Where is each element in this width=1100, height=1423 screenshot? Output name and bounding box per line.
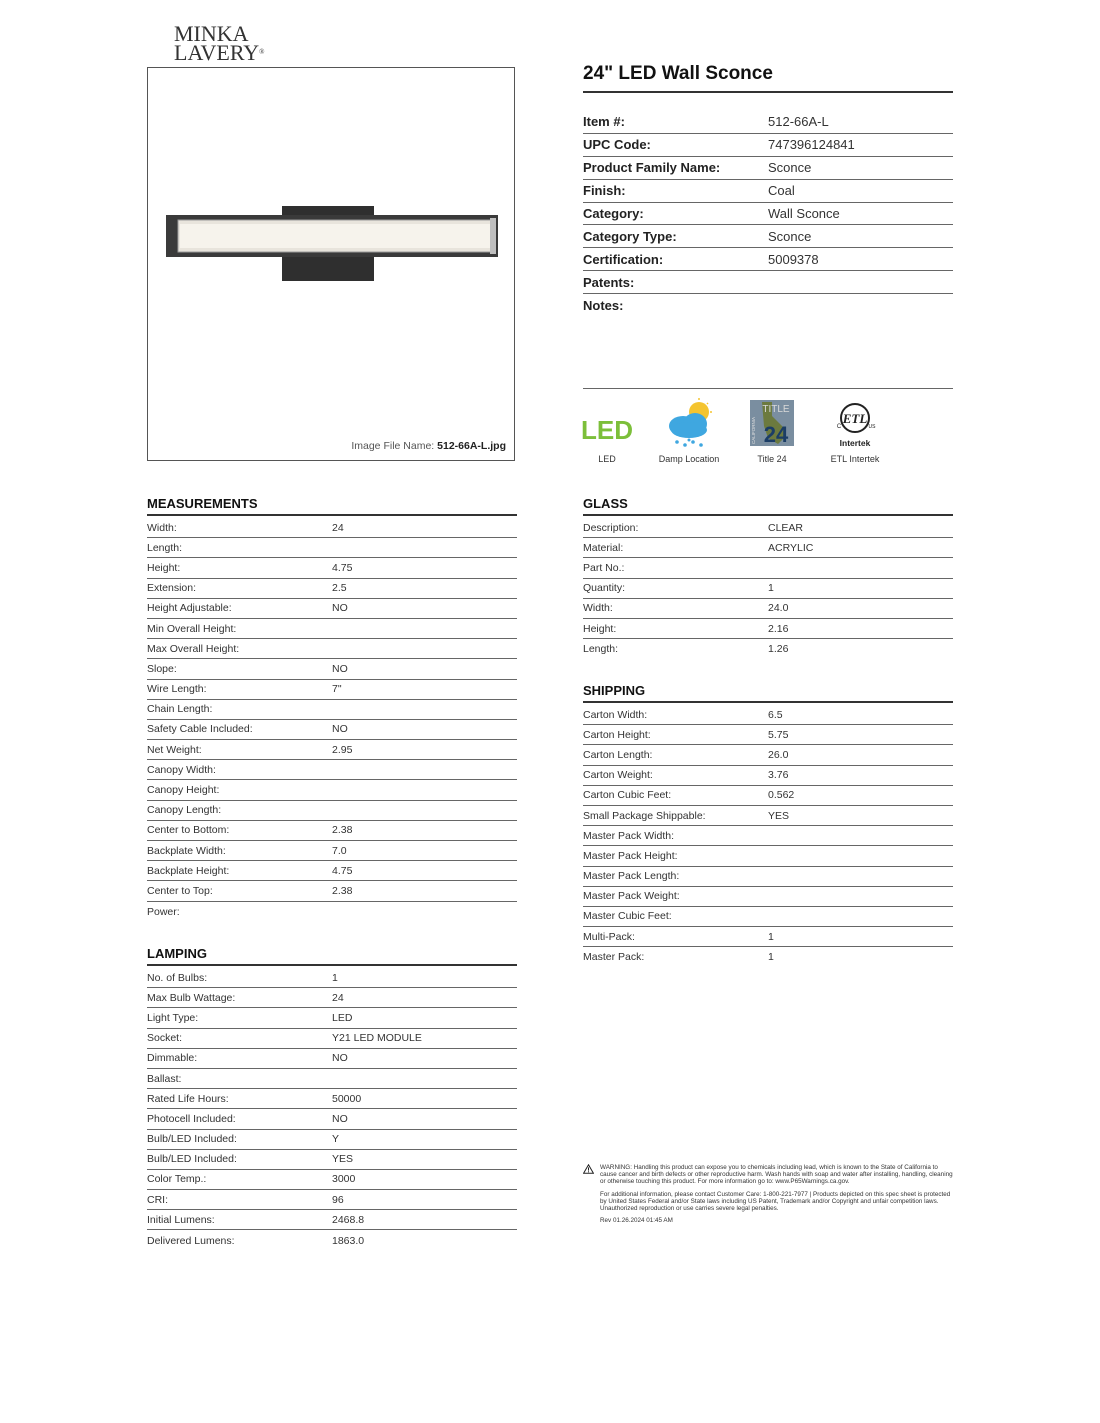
table-row — [583, 725, 953, 745]
row-value: 24 — [332, 991, 344, 1004]
row-label: Small Package Shippable: — [583, 809, 706, 822]
badge-damp — [649, 398, 729, 464]
row-label: Width: — [147, 521, 177, 534]
row-value: 7" — [332, 683, 342, 696]
table-row — [147, 700, 517, 720]
info-value: Wall Sconce — [768, 206, 840, 221]
info-label: Category Type: — [583, 228, 677, 244]
row-value: 7.0 — [332, 844, 347, 857]
row-value: 96 — [332, 1193, 344, 1206]
row-label: Quantity: — [583, 582, 626, 595]
table-row — [147, 599, 517, 619]
info-value: Sconce — [768, 228, 812, 244]
etl-c-mark: C — [836, 424, 842, 430]
table-row — [147, 639, 517, 659]
image-caption-label: Image File Name: — [351, 440, 435, 452]
info-label: Certification: — [583, 251, 664, 267]
measurements-section — [147, 496, 517, 922]
row-value: YES — [332, 1153, 354, 1166]
table-row — [147, 1190, 517, 1210]
row-label: Material: — [583, 541, 624, 554]
info-value: 5009378 — [768, 251, 819, 267]
info-row-family — [583, 157, 953, 180]
product-image — [148, 68, 514, 460]
lamping-heading: LAMPING — [147, 946, 517, 966]
info-value: Sconce — [768, 160, 812, 176]
feature-badges — [583, 398, 903, 468]
row-label: Master Pack Height: — [583, 849, 678, 862]
table-row — [147, 659, 517, 679]
table-row — [147, 881, 517, 901]
row-label: Min Overall Height: — [147, 622, 237, 635]
table-row — [147, 821, 517, 841]
title-24-number: 24 — [763, 422, 789, 447]
row-value: 3000 — [332, 1173, 356, 1186]
row-label: Height Adjustable: — [147, 602, 232, 615]
row-value: 2468.8 — [332, 1213, 365, 1226]
row-value: CLEAR — [768, 521, 804, 534]
row-value: Y21 LED MODULE — [332, 1032, 422, 1045]
table-row — [583, 786, 953, 806]
row-value: 50000 — [332, 1092, 362, 1105]
row-label: Master Pack Weight: — [583, 890, 680, 903]
shipping-section — [583, 683, 953, 967]
badge-caption: Damp Location — [658, 454, 720, 464]
led-text-icon — [567, 398, 647, 450]
row-value: NO — [332, 602, 348, 615]
registered-mark: ® — [259, 48, 265, 56]
led-icon-text: LED — [581, 415, 633, 445]
badge-led — [567, 398, 647, 464]
row-label: Master Pack Length: — [583, 870, 680, 883]
row-value: 1 — [332, 971, 338, 984]
info-label: Notes: — [583, 298, 624, 314]
row-value: 1 — [768, 951, 774, 964]
info-label: Category: — [583, 206, 644, 221]
row-value: LED — [332, 1011, 353, 1024]
row-value: 0.562 — [768, 789, 795, 802]
brand-line-1: MINKA — [174, 21, 249, 46]
table-row — [147, 1089, 517, 1109]
row-label: Extension: — [147, 582, 197, 595]
legal-footer — [583, 1164, 953, 1224]
info-row-category-type — [583, 225, 953, 248]
table-row — [583, 846, 953, 866]
table-row — [147, 1029, 517, 1049]
warning-text: WARNING: Handling this product can expose you to chemicals including lead, which is known to the State of California to cause cancer and birth defects or other reproductive harm. Wash hands with soap and water after installing, handling, cleaning or otherwise touching this product. For more information go to: www.P65Warnings.ca.gov. — [600, 1164, 953, 1186]
shipping-heading: SHIPPING — [583, 683, 953, 703]
row-label: Center to Top: — [147, 884, 213, 897]
title-24-side-text: CALIFORNIA — [751, 416, 756, 444]
table-row — [583, 826, 953, 846]
table-row — [583, 887, 953, 907]
info-value: 512-66A-L — [768, 114, 829, 130]
info-row-patents — [583, 271, 953, 294]
row-value: ACRYLIC — [768, 541, 814, 554]
row-label: Carton Length: — [583, 748, 653, 761]
table-row — [147, 801, 517, 821]
info-row-item — [583, 111, 953, 134]
row-label: Wire Length: — [147, 683, 207, 696]
info-label: Item #: — [583, 114, 625, 130]
row-label: Canopy Height: — [147, 784, 220, 797]
glass-rows — [583, 518, 953, 659]
row-value: 5.75 — [768, 728, 789, 741]
table-row — [147, 579, 517, 599]
etl-logo-text: ETL — [842, 411, 868, 426]
row-value: 1 — [768, 582, 774, 595]
lamping-rows — [147, 968, 517, 1251]
badge-caption: LED — [598, 454, 616, 464]
badge-caption: ETL Intertek — [830, 454, 880, 464]
product-title: 24" LED Wall Sconce — [583, 63, 953, 93]
row-value: 26.0 — [768, 748, 789, 761]
brand-line-2 — [174, 40, 284, 65]
row-label: Carton Height: — [583, 728, 651, 741]
etl-brand-text: Intertek — [839, 438, 871, 448]
row-label: Canopy Width: — [147, 763, 216, 776]
info-label: Finish: — [583, 183, 626, 199]
table-row — [147, 538, 517, 558]
row-label: Description: — [583, 521, 639, 534]
title-24-california-icon — [732, 398, 812, 450]
table-row — [147, 1170, 517, 1190]
image-file-name: 512-66A-L.jpg — [437, 440, 506, 452]
shipping-rows — [583, 705, 953, 967]
row-value: NO — [332, 723, 348, 736]
table-row — [147, 558, 517, 578]
row-label: Width: — [583, 602, 613, 615]
table-row — [147, 1008, 517, 1028]
row-label: Backplate Width: — [147, 844, 226, 857]
table-row — [147, 760, 517, 780]
row-label: Master Pack Width: — [583, 829, 675, 842]
row-value: NO — [332, 1112, 348, 1125]
row-label: Carton Weight: — [583, 769, 653, 782]
row-value: 1 — [768, 930, 774, 943]
table-row — [583, 599, 953, 619]
info-value: 747396124841 — [768, 137, 855, 153]
row-value: 2.38 — [332, 824, 353, 837]
table-row — [583, 579, 953, 599]
row-label: Length: — [583, 643, 619, 656]
row-label: Canopy Length: — [147, 804, 222, 817]
table-row — [147, 841, 517, 861]
row-label: Max Overall Height: — [147, 642, 240, 655]
table-row — [147, 780, 517, 800]
table-row — [147, 1049, 517, 1069]
glass-heading: GLASS — [583, 496, 953, 516]
table-row — [583, 619, 953, 639]
revision-text: Rev 01.26.2024 01:45 AM — [600, 1217, 673, 1225]
row-label: Socket: — [147, 1032, 183, 1045]
info-row-category — [583, 203, 953, 226]
row-value: 1863.0 — [332, 1234, 365, 1247]
table-row — [147, 720, 517, 740]
etl-listed-icon — [815, 398, 895, 450]
row-value: 3.76 — [768, 769, 789, 782]
row-label: Slope: — [147, 662, 177, 675]
row-label: Power: — [147, 905, 180, 918]
warning-triangle-icon — [583, 1164, 594, 1174]
row-label: Max Bulb Wattage: — [147, 991, 236, 1004]
notes-divider — [583, 388, 953, 389]
table-row — [147, 1230, 517, 1250]
table-row — [147, 1150, 517, 1170]
table-row — [147, 680, 517, 700]
row-label: Bulb/LED Included: — [147, 1153, 237, 1166]
glass-section — [583, 496, 953, 659]
info-label: UPC Code: — [583, 137, 651, 153]
row-value: 2.38 — [332, 884, 353, 897]
table-row — [147, 619, 517, 639]
row-label: Ballast: — [147, 1072, 182, 1085]
table-row — [147, 518, 517, 538]
table-row — [583, 947, 953, 967]
row-label: CRI: — [147, 1193, 168, 1206]
row-label: Master Pack: — [583, 951, 645, 964]
row-label: Part No.: — [583, 561, 625, 574]
row-label: Delivered Lumens: — [147, 1234, 235, 1247]
row-value: 2.16 — [768, 622, 789, 635]
badge-etl — [815, 398, 895, 464]
brand-logo — [174, 21, 284, 65]
table-row — [583, 745, 953, 765]
row-label: Bulb/LED Included: — [147, 1133, 237, 1146]
row-label: Chain Length: — [147, 703, 213, 716]
title-24-top-text: TITLE — [762, 404, 790, 415]
badge-title-24 — [732, 398, 812, 464]
measurements-rows — [147, 518, 517, 922]
row-label: Carton Width: — [583, 708, 648, 721]
table-row — [583, 766, 953, 786]
row-label: No. of Bulbs: — [147, 971, 208, 984]
fixture-glow — [180, 224, 490, 248]
table-row — [583, 639, 953, 659]
info-value: Coal — [768, 183, 795, 199]
table-row — [147, 988, 517, 1008]
row-value: 24.0 — [768, 602, 789, 615]
table-row — [147, 902, 517, 922]
lamping-section — [147, 946, 517, 1251]
row-label: Safety Cable Included: — [147, 723, 253, 736]
measurements-heading: MEASUREMENTS — [147, 496, 517, 516]
table-row — [147, 1130, 517, 1150]
row-label: Initial Lumens: — [147, 1213, 215, 1226]
damp-cloud-icon — [649, 398, 729, 450]
table-row — [147, 1069, 517, 1089]
row-value: NO — [332, 1052, 348, 1065]
table-row — [147, 740, 517, 760]
row-label: Photocell Included: — [147, 1112, 236, 1125]
table-row — [147, 861, 517, 881]
row-value: 6.5 — [768, 708, 783, 721]
row-value: 4.75 — [332, 864, 353, 877]
row-value: 24 — [332, 521, 344, 534]
etl-us-mark: US — [868, 424, 876, 430]
row-value: 1.26 — [768, 643, 789, 656]
table-row — [147, 968, 517, 988]
row-label: Net Weight: — [147, 743, 202, 756]
row-label: Length: — [147, 541, 183, 554]
row-value: Y — [332, 1133, 340, 1146]
row-label: Rated Life Hours: — [147, 1092, 229, 1105]
table-row — [583, 558, 953, 578]
row-label: Height: — [147, 561, 181, 574]
prop65-warning — [583, 1164, 953, 1186]
badge-caption: Title 24 — [757, 454, 787, 464]
table-row — [583, 867, 953, 887]
table-row — [147, 1109, 517, 1129]
row-label: Master Cubic Feet: — [583, 910, 672, 923]
row-value: YES — [768, 809, 790, 822]
info-row-finish — [583, 180, 953, 203]
table-row — [583, 907, 953, 927]
info-row-notes — [583, 294, 953, 317]
table-row — [583, 806, 953, 826]
table-row — [583, 705, 953, 725]
info-row-certification — [583, 248, 953, 271]
fixture-endcap — [490, 218, 496, 254]
row-label: Center to Bottom: — [147, 824, 230, 837]
product-info-table — [583, 111, 953, 317]
row-value: NO — [332, 662, 348, 675]
row-value: 2.95 — [332, 743, 353, 756]
info-label: Product Family Name: — [583, 160, 721, 176]
row-label: Backplate Height: — [147, 864, 230, 877]
row-label: Dimmable: — [147, 1052, 198, 1065]
row-value: 4.75 — [332, 561, 353, 574]
row-value: 2.5 — [332, 582, 347, 595]
table-row — [583, 538, 953, 558]
row-label: Carton Cubic Feet: — [583, 789, 672, 802]
image-caption — [351, 440, 506, 452]
info-row-upc — [583, 134, 953, 157]
row-label: Color Temp.: — [147, 1173, 207, 1186]
row-label: Multi-Pack: — [583, 930, 635, 943]
brand-line-2-text: LAVERY — [174, 40, 260, 65]
info-label: Patents: — [583, 274, 635, 290]
row-label: Light Type: — [147, 1011, 199, 1024]
row-label: Height: — [583, 622, 617, 635]
table-row — [583, 927, 953, 947]
additional-info-text: For additional information, please contact Customer Care: 1-800-221-7977 | Products depicted on this spec sheet is protected by United States Federal and/or State laws including US Patent, Trademark and/or Copyright and unfair competition laws. Unauthorized reproduction or use carries severe legal penalties. — [600, 1190, 951, 1213]
product-image-frame — [147, 67, 515, 461]
table-row — [147, 1210, 517, 1230]
table-row — [583, 518, 953, 538]
